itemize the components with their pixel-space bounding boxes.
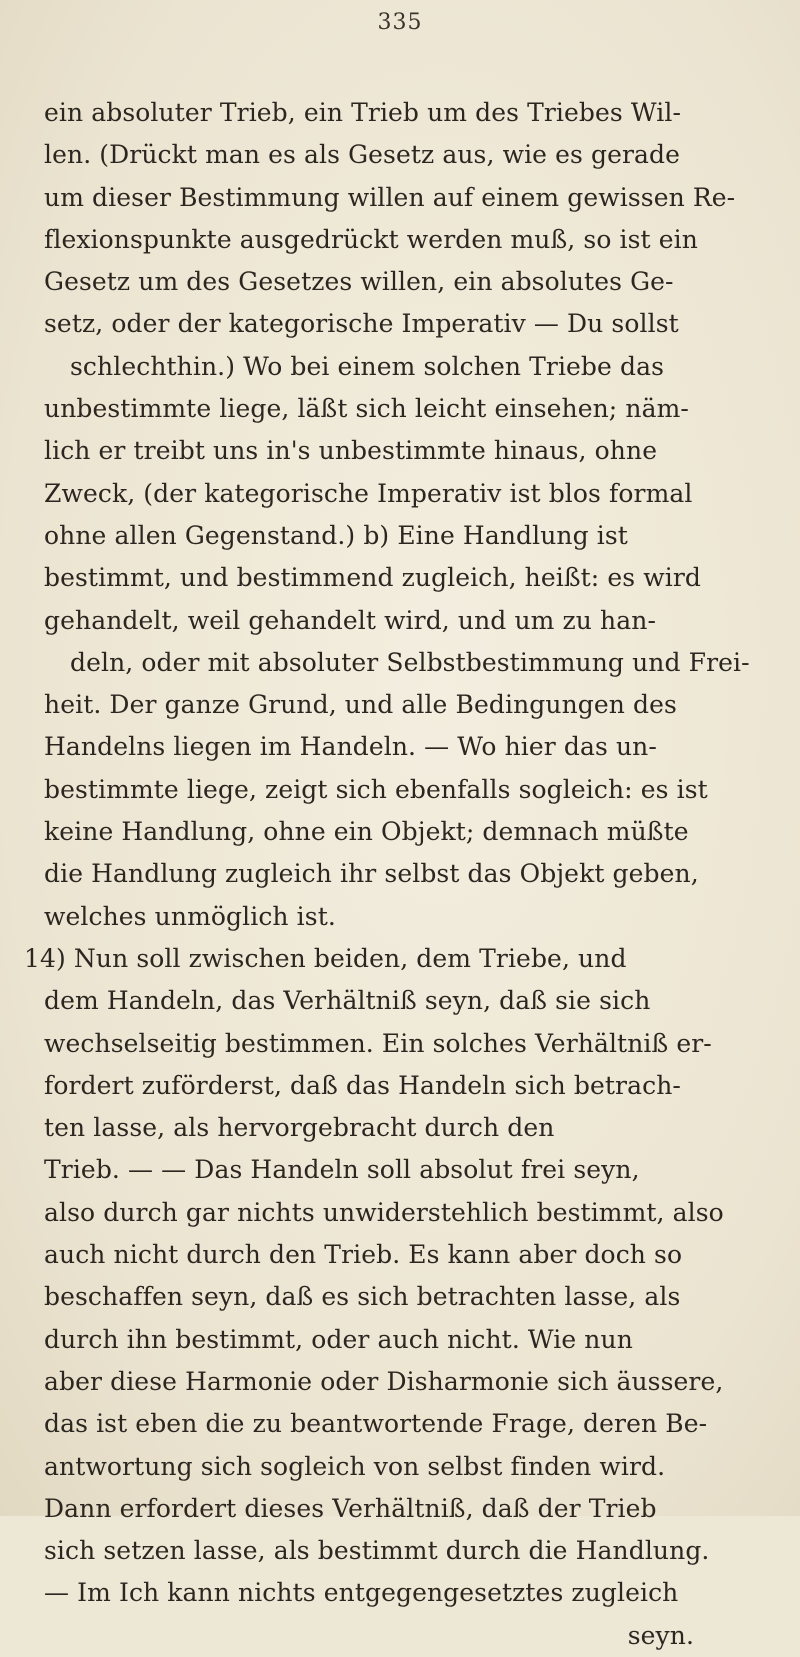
text-line: fordert zuförderst, daß das Handeln sich betrach-: [44, 1070, 681, 1100]
text-line: die Handlung zugleich ihr selbst das Objekt geben,: [44, 859, 699, 889]
text-line: ohne allen Gegenstand.) b) Eine Handlung ist: [44, 520, 628, 550]
text-line: sich setzen lasse, als bestimmt durch die Handlung.: [44, 1536, 710, 1566]
text-line: also durch gar nichts unwiderstehlich bestimmt, also: [44, 1197, 724, 1227]
text-line: — Im Ich kann nichts entgegengesetztes zugleich: [44, 1578, 679, 1608]
page-number: 335: [377, 10, 423, 35]
text-line: flexionspunkte ausgedrückt werden muß, so ist ein: [44, 224, 698, 254]
text-line: ten lasse, als hervorgebracht durch den: [44, 1113, 555, 1143]
text-line: ein absoluter Trieb, ein Trieb um des Triebes Wil-: [44, 98, 681, 127]
text-line: gehandelt, weil gehandelt wird, und um zu han-: [44, 605, 656, 635]
text-line: welches unmöglich ist.: [44, 901, 336, 931]
text-line: wechselseitig bestimmen. Ein solches Verhältniß er-: [44, 1028, 712, 1058]
text-line: antwortung sich sogleich von selbst finden wird.: [44, 1451, 666, 1481]
text-line: heit. Der ganze Grund, und alle Bedingungen des: [44, 690, 677, 720]
text-line: Handelns liegen im Handeln. — Wo hier das un-: [44, 732, 657, 762]
text-line: um dieser Bestimmung willen auf einem gewissen Re-: [44, 182, 736, 212]
text-line: schlechthin.) Wo bei einem solchen Triebe das: [70, 351, 665, 381]
text-line: lich er treibt uns in's unbestimmte hinaus, ohne: [44, 436, 658, 466]
text-line: Trieb. — — Das Handeln soll absolut frei seyn,: [44, 1155, 640, 1185]
text-line: deln, oder mit absoluter Selbstbestimmung und Frei-: [70, 647, 750, 677]
text-line: unbestimmte liege, läßt sich leicht einsehen; näm-: [44, 394, 689, 424]
text-line: keine Handlung, ohne ein Objekt; demnach müßte: [44, 817, 689, 847]
text-line: seyn.: [627, 1620, 694, 1650]
text-line: Dann erfordert dieses Verhältniß, daß der Trieb: [44, 1493, 657, 1523]
body-text: [24, 92, 774, 1657]
text-line: beschaffen seyn, daß es sich betrachten lasse, als: [44, 1282, 681, 1312]
section-14-start: 14) Nun soll zwischen beiden, dem Triebe, und: [24, 943, 627, 973]
text-line: bestimmt, und bestimmend zugleich, heißt: es wird: [44, 563, 701, 593]
text-line: Gesetz um des Gesetzes willen, ein absolutes Ge-: [44, 267, 674, 297]
text-line: dem Handeln, das Verhältniß seyn, daß sie sich: [44, 986, 651, 1016]
text-line: durch ihn bestimmt, oder auch nicht. Wie nun: [44, 1324, 633, 1354]
text-line: das ist eben die zu beantwortende Frage, deren Be-: [44, 1409, 708, 1439]
text-line: Zweck, (der kategorische Imperativ ist blos formal: [44, 478, 693, 508]
text-line: setz, oder der kategorische Imperativ — Du sollst: [44, 309, 679, 339]
text-line: auch nicht durch den Trieb. Es kann aber doch so: [44, 1240, 683, 1270]
text-line: len. (Drückt man es als Gesetz aus, wie es gerade: [44, 140, 681, 170]
text-line: bestimmte liege, zeigt sich ebenfalls sogleich: es ist: [44, 774, 708, 804]
text-line: aber diese Harmonie oder Disharmonie sich äussere,: [44, 1366, 724, 1396]
